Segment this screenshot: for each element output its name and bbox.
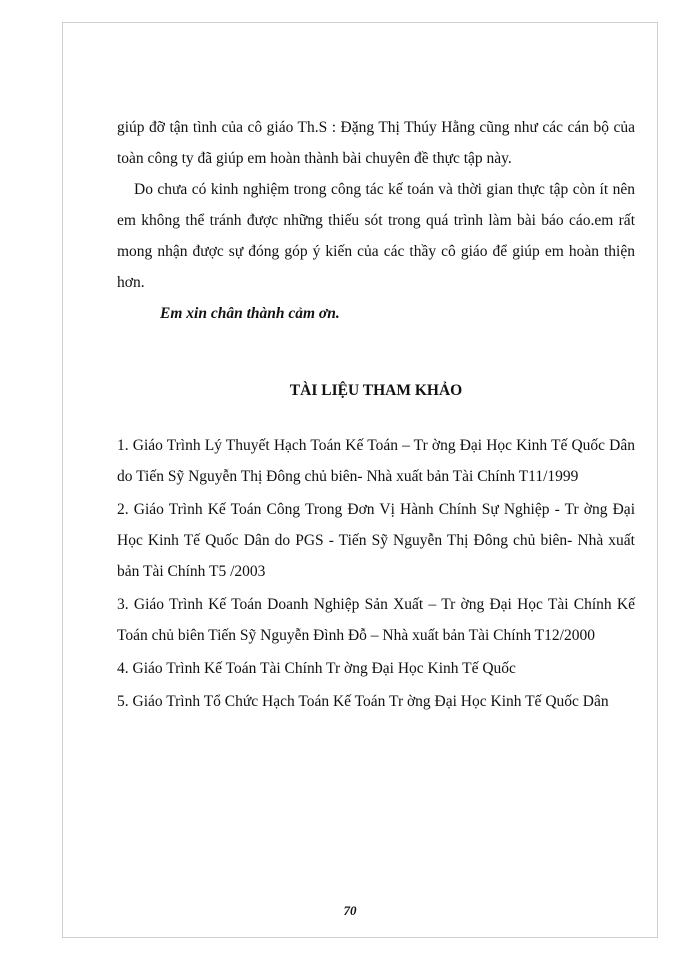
body-paragraph-1: giúp đỡ tận tình của cô giáo Th.S : Đặng Thị Thúy Hằng cũng như các cán bộ của toàn công ty đã giúp em hoàn thành bài chuyên đề thực tập này.: [117, 119, 635, 167]
reference-item-2: 2. Giáo Trình Kế Toán Công Trong Đơn Vị Hành Chính Sự Nghiệp - Tr ờng Đại Học Kinh Tế Quốc Dân do PGS - Tiến Sỹ Nguyễn Thị Đông chủ biên- Nhà xuất bản Tài Chính T5 /2003: [117, 501, 635, 580]
references-list: [117, 430, 635, 717]
reference-item-4: 4. Giáo Trình Kế Toán Tài Chính Tr ờng Đại Học Kinh Tế Quốc: [117, 660, 516, 677]
reference-item-3: 3. Giáo Trình Kế Toán Doanh Nghiệp Sản Xuất – Tr ờng Đại Học Tài Chính Kế Toán chủ biên Tiến Sỹ Nguyễn Đình Đỗ – Nhà xuất bản Tài Chính T12/2000: [117, 596, 635, 644]
page-number: 70: [343, 903, 357, 918]
body-paragraph-2: Do chưa có kinh nghiệm trong công tác kế toán và thời gian thực tập còn ít nên em không thể tránh được những thiếu sót trong quá trình làm bài báo cáo.em rất mong nhận được sự đóng góp ý kiến của các thầy cô giáo để giúp em hoàn thiện hơn.: [117, 181, 635, 291]
reference-item-5: 5. Giáo Trình Tổ Chức Hạch Toán Kế Toán Tr ờng Đại Học Kinh Tế Quốc Dân: [117, 693, 609, 710]
reference-item-1: 1. Giáo Trình Lý Thuyết Hạch Toán Kế Toán – Tr ờng Đại Học Kinh Tế Quốc Dân do Tiến Sỹ Nguyễn Thị Đông chủ biên- Nhà xuất bản Tài Chính T11/1999: [117, 437, 635, 485]
page-content: [117, 112, 635, 719]
references-title: TÀI LIỆU THAM KHẢO: [289, 382, 463, 399]
thanks-line: Em xin chân thành cảm ơn.: [160, 305, 340, 322]
